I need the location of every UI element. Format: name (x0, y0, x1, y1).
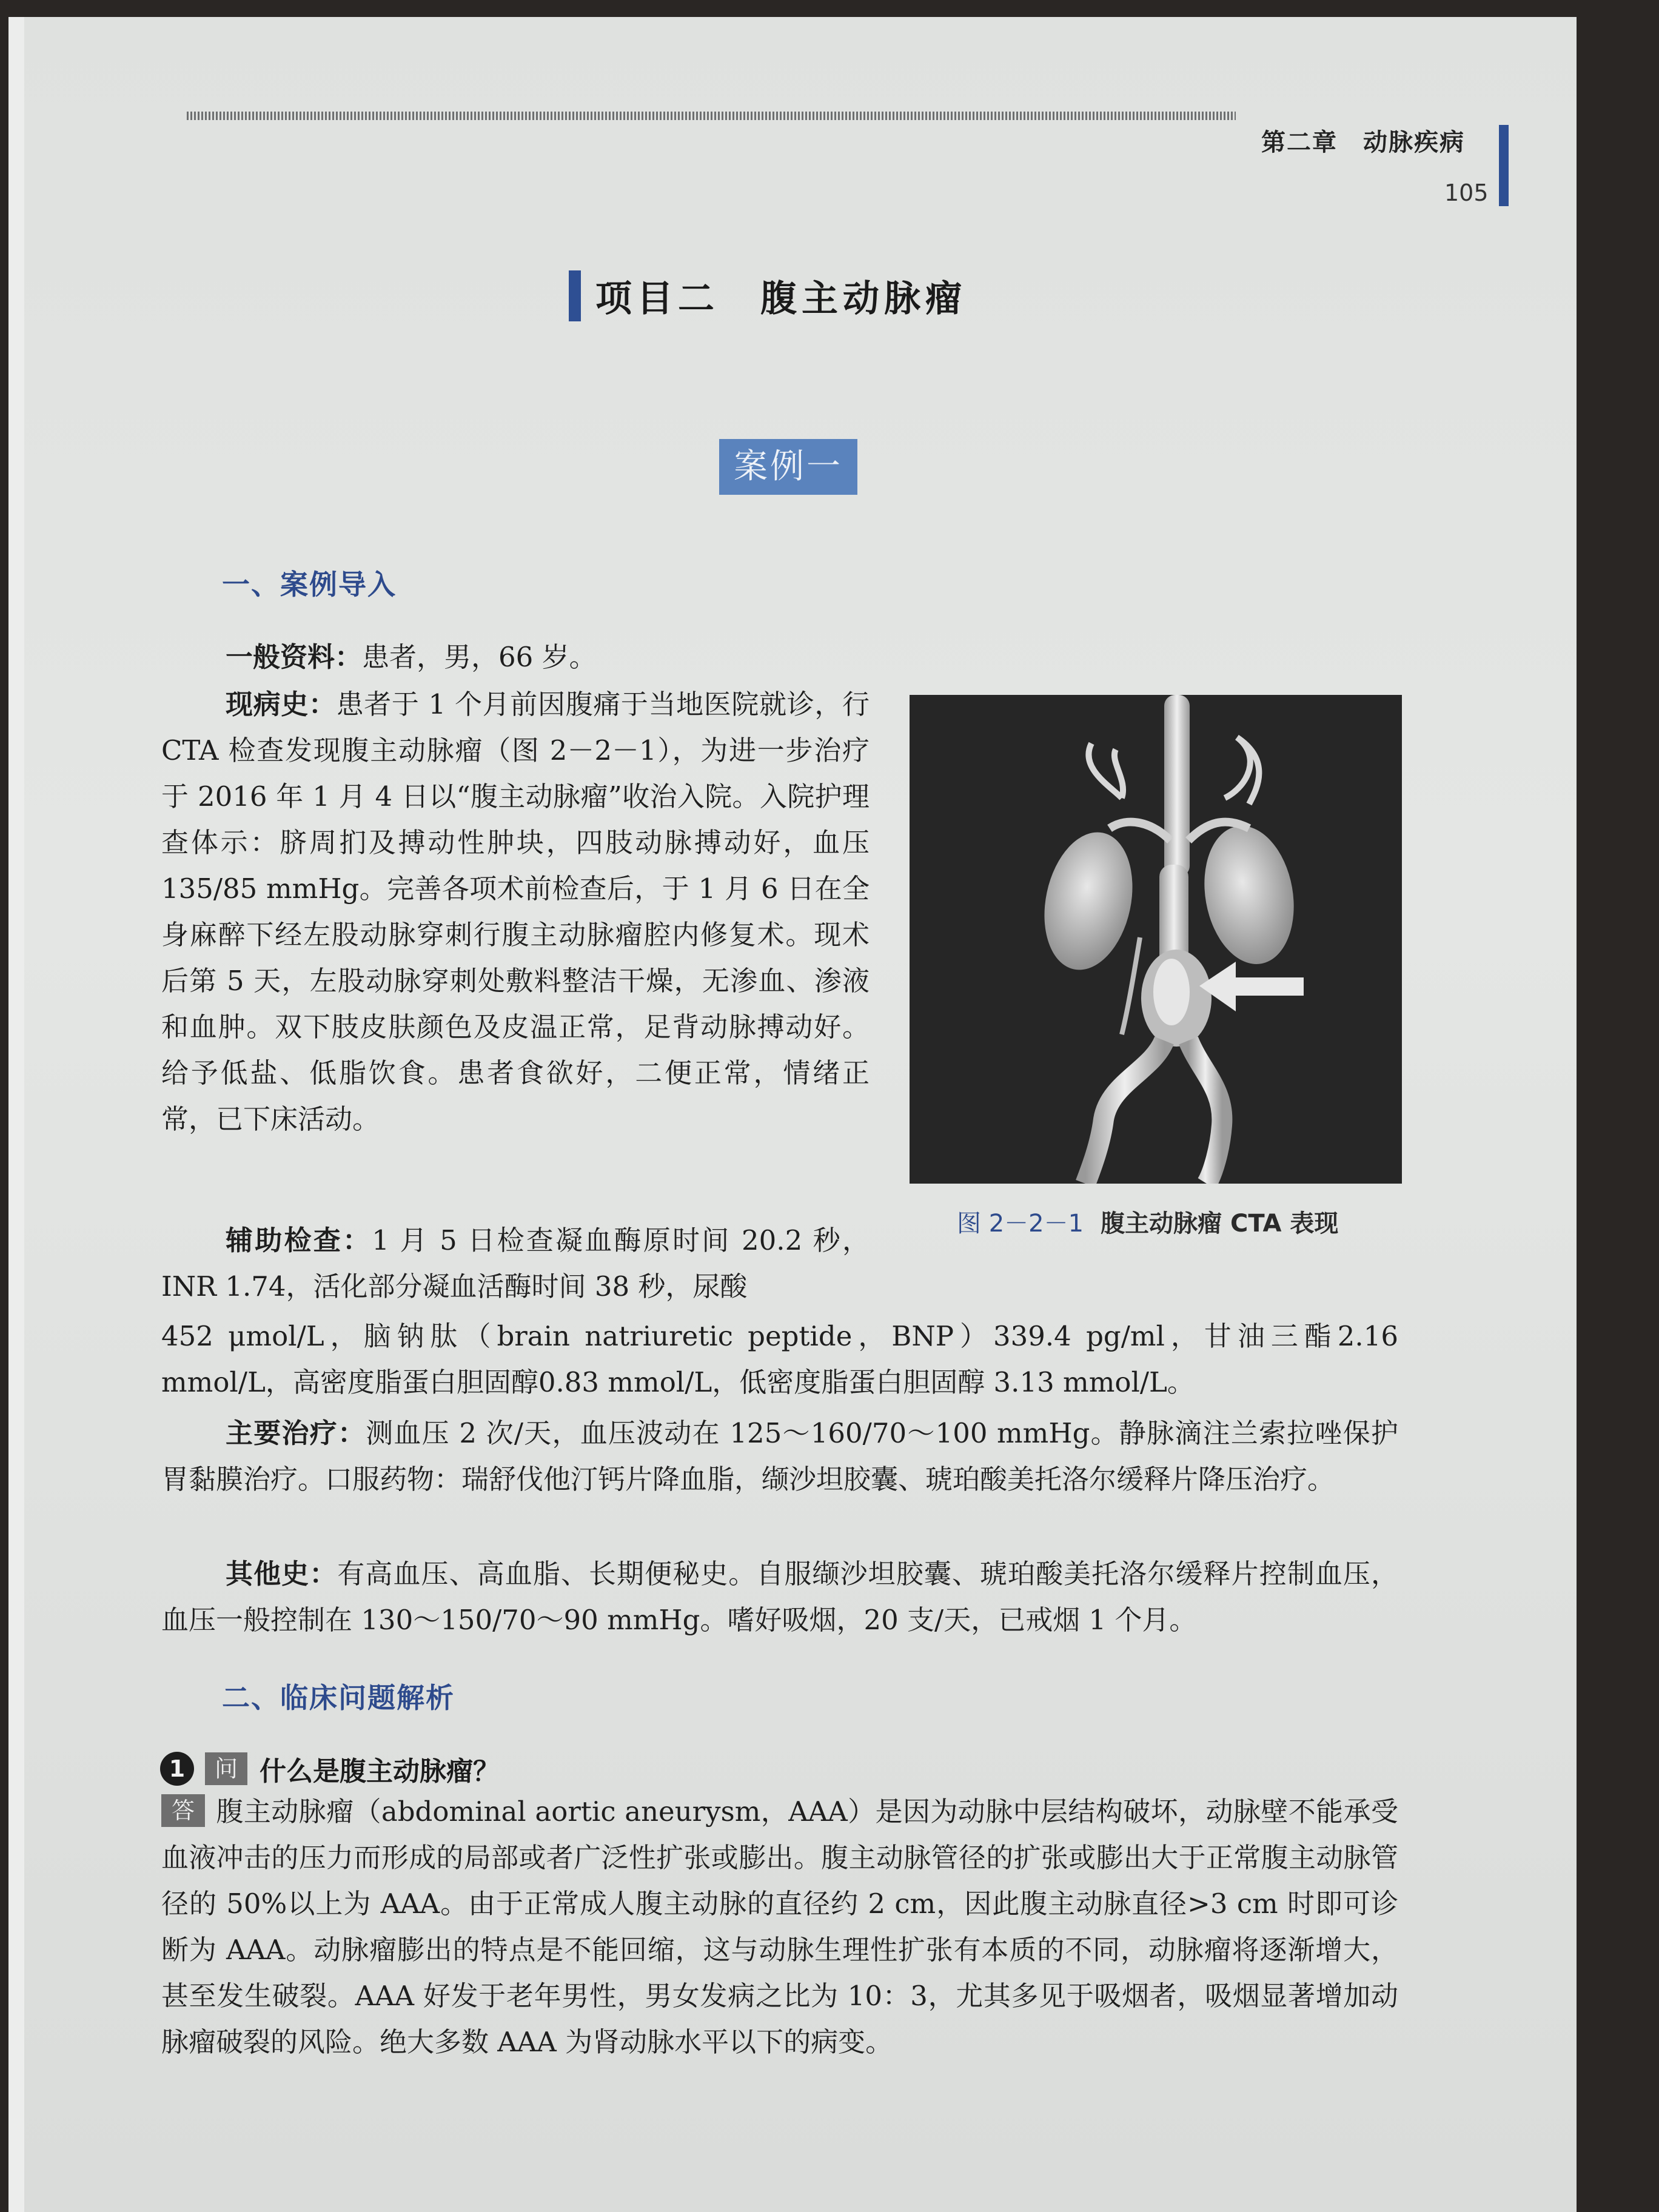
history-paragraph (161, 682, 870, 1142)
aux-exam-paragraph (161, 1218, 870, 1310)
aux-exam-paragraph-continued (161, 1313, 1398, 1406)
aux-exam-text-a: 1 月 5 日检查凝血酶原时间 20.2 秒，INR 1.74，活化部分凝血活酶时间 38 秒，尿酸 (161, 1224, 870, 1302)
answer-text: 腹主动脉瘤（abdominal aortic aneurysm，AAA）是因为动脉中层结构破坏，动脉壁不能承受血液冲击的压力而形成的局部或者广泛性扩张或膨出。腹主动脉管径的扩张或膨出大于正常腹主动脉管径的 50%以上为 AAA。由于正常成人腹主动脉的直径约 2 cm，因此腹主动脉直径>3 cm 时即可诊断为 AAA。动脉瘤膨出的特点是不能回缩，这与动脉生理性扩张有本质的不同，动脉瘤将逐渐增大，甚至发生破裂。AAA 好发于老年男性，男女发病之比为 10：3，尤其多见于吸烟者，吸烟显著增加动脉瘤破裂的风险。绝大多数 AAA 为肾动脉水平以下的病变。 (161, 1795, 1398, 2058)
project-title-text: 项目二 腹主动脉瘤 (595, 278, 967, 320)
general-info-paragraph (161, 634, 870, 680)
other-history-paragraph (161, 1551, 1398, 1643)
other-history-label: 其他史： (226, 1558, 338, 1590)
question-1 (160, 1751, 500, 1786)
treatment-label: 主要治疗： (226, 1417, 366, 1449)
case-label: 案例一 (719, 439, 857, 495)
question-badge: 问 (205, 1752, 247, 1785)
page-number: 105 (1444, 179, 1489, 206)
other-history-text: 有高血压、高血脂、长期便秘史。自服缬沙坦胶囊、琥珀酸美托洛尔缓释片控制血压，血压一般控制在 130～150/70～90 mmHg。嗜好吸烟，20 支/天，已戒烟 1 个月。 (161, 1558, 1398, 1636)
history-text: 患者于 1 个月前因腹痛于当地医院就诊，行 CTA 检查发现腹主动脉瘤（图 2－2－1），为进一步治疗于 2016 年 1 月 4 日以“腹主动脉瘤”收治入院。入院护理查体示：脐周扪及搏动性肿块，四肢动脉搏动好，血压135/85 mmHg。完善各项术前检查后，于 1 月 6 日在全身麻醉下经左股动脉穿刺行腹主动脉瘤腔内修复术。现术后第 5 天，左股动脉穿刺处敷料整洁干燥，无渗血、渗液和血肿。双下肢皮肤颜色及皮温正常，足背动脉搏动好。给予低盐、低脂饮食。患者食欲好，二便正常，情绪正常，已下床活动。 (161, 688, 870, 1135)
aux-exam-label: 辅助检查： (226, 1224, 372, 1256)
header-accent-bar (1499, 125, 1509, 206)
figure-caption (957, 1204, 1338, 1239)
header-rule (187, 112, 1236, 120)
question-text: 什么是腹主动脉瘤？ (260, 1756, 500, 1787)
section-heading-case-intro: 一、案例导入 (222, 568, 397, 601)
aux-exam-text-b: 452 μmol/L，脑钠肽（brain natriuretic peptide，BNP）339.4 pg/ml，甘油三酯2.16 mmol/L，高密度脂蛋白胆固醇0.83 mmol/L，低密度脂蛋白胆固醇 3.13 mmol/L。 (161, 1320, 1398, 1398)
answer-paragraph (161, 1789, 1398, 2065)
project-title (569, 270, 967, 321)
cta-figure (910, 695, 1402, 1184)
figure-number: 图 2－2－1 (957, 1210, 1084, 1238)
title-marker (569, 270, 581, 321)
treatment-paragraph (161, 1410, 1398, 1503)
question-number: 1 (160, 1752, 194, 1786)
section-heading-clinical-analysis: 二、临床问题解析 (222, 1681, 455, 1714)
answer-badge: 答 (161, 1794, 205, 1827)
figure-caption-text: 腹主动脉瘤 CTA 表现 (1101, 1210, 1339, 1238)
cta-image (910, 695, 1402, 1184)
chapter-title: 第二章 动脉疾病 (1261, 129, 1465, 156)
history-label: 现病史： (226, 688, 337, 720)
treatment-text: 测血压 2 次/天，血压波动在 125～160/70～100 mmHg。静脉滴注兰索拉唑保护胃黏膜治疗。口服药物：瑞舒伐他汀钙片降血脂，缬沙坦胶囊、琥珀酸美托洛尔缓释片降压治疗。 (161, 1417, 1398, 1495)
general-info-text: 患者，男，66 岁。 (362, 641, 597, 673)
general-info-label: 一般资料： (226, 641, 363, 673)
